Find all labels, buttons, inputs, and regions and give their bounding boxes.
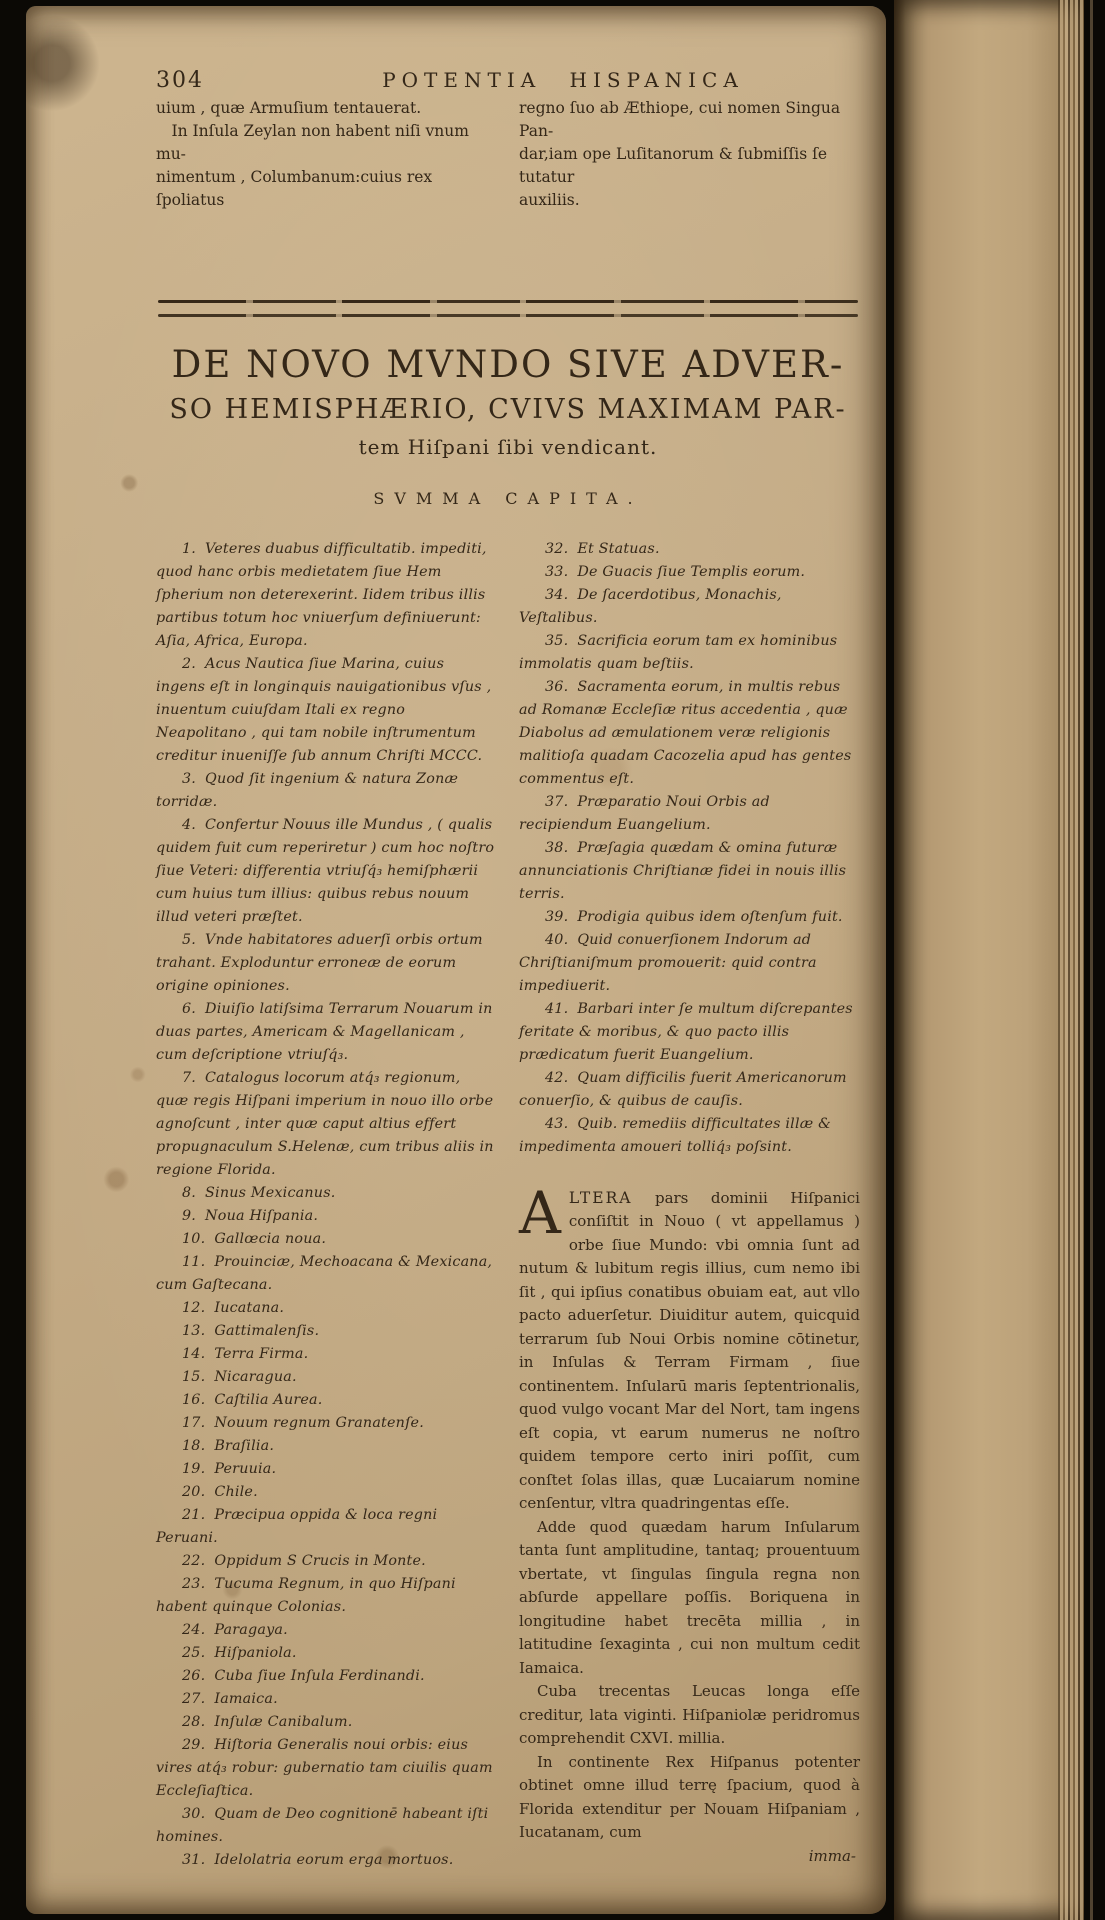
list-item: [156, 1297, 497, 1320]
item-number: 23.: [182, 1575, 206, 1592]
item-text: Catalogus locorum atq́₃ regionum, quæ regis Hiſpani imperium in nouo illo orbe agnoſcunt , inter quæ caput altius effert propugnaculum S.Helenæ, cum tribus aliis in regione Florida.: [156, 1069, 494, 1178]
intro-line: auxiliis.: [519, 191, 580, 209]
item-number: 37.: [545, 793, 569, 810]
section-title-line1: DE NOVO MVNDO SIVE ADVER-: [171, 342, 845, 386]
item-text: Tucuma Regnum, in quo Hiſpani habent quinque Colonias.: [156, 1575, 456, 1615]
item-text: Vnde habitatores aduerſi orbis ortum trahant. Exploduntur erroneæ de eorum origine opiniones.: [156, 931, 483, 994]
list-item: [156, 1412, 497, 1435]
list-item: [519, 676, 860, 791]
item-number: 35.: [545, 632, 569, 649]
item-text: Peruuia.: [214, 1460, 277, 1477]
running-title: POTENTIA HISPANICA: [382, 68, 744, 92]
item-number: 28.: [182, 1713, 206, 1730]
item-text: Præcipua oppida & loca regni Peruani.: [156, 1506, 438, 1546]
body-paragraph: In continente Rex Hiſpanus potenter obtinet omne illud terrę ſpacium, quod à Florida extenditur per Nouam Hiſpaniam , Iucatanam, cum: [519, 1752, 860, 1841]
item-number: 13.: [182, 1322, 206, 1339]
list-item: [519, 837, 860, 906]
chapter-list-left-column: [156, 538, 497, 1872]
summa-capita-heading: SVMMA CAPITA.: [373, 488, 643, 508]
paragraph-lead: LTERA: [568, 1188, 633, 1207]
list-item: [156, 1688, 497, 1711]
item-number: 22.: [182, 1552, 206, 1569]
item-number: 12.: [182, 1299, 206, 1316]
item-text: Et Statuas.: [577, 540, 660, 557]
list-item: [156, 1711, 497, 1734]
item-number: 29.: [182, 1736, 206, 1753]
page-header: [156, 68, 860, 93]
item-number: 32.: [545, 540, 569, 557]
list-item: [519, 584, 860, 630]
list-item: [519, 906, 860, 929]
list-item: [519, 929, 860, 998]
item-number: 7.: [182, 1069, 197, 1086]
item-number: 14.: [182, 1345, 206, 1362]
item-number: 20.: [182, 1483, 206, 1500]
intro-right-column: [519, 97, 860, 212]
list-item: [156, 1734, 497, 1803]
intro-text: [156, 97, 860, 212]
item-number: 30.: [182, 1805, 206, 1822]
list-item: [156, 653, 497, 768]
item-text: Prodigia quibus idem oſtenſum fuit.: [577, 908, 843, 925]
item-text: Præſagia quædam & omina futuræ annunciationis Chriſtianæ fidei in nouis illis terris.: [519, 839, 847, 902]
list-item: [156, 1642, 497, 1665]
item-text: Oppidum S Crucis in Monte.: [214, 1552, 426, 1569]
list-item: [519, 630, 860, 676]
item-number: 9.: [182, 1207, 197, 1224]
item-number: 18.: [182, 1437, 206, 1454]
item-number: 3.: [182, 770, 197, 787]
intro-line: uium , quæ Armuſium tentauerat.: [156, 99, 422, 117]
item-text: Cuba ſiue Inſula Ferdinandi.: [214, 1667, 425, 1684]
item-number: 40.: [545, 931, 569, 948]
body-paragraphs: [519, 1516, 860, 1845]
item-number: 43.: [545, 1115, 569, 1132]
item-text: Hiſpaniola.: [214, 1644, 297, 1661]
item-number: 8.: [182, 1184, 197, 1201]
item-text: Hiſtoria Generalis noui orbis: eius vires atq́₃ robur: gubernatio tam ciuilis quam Eccleſiaſtica.: [156, 1736, 493, 1799]
item-text: Chile.: [214, 1483, 258, 1500]
section-title-line3: tem Hiſpani ſibi vendicant.: [358, 434, 658, 459]
item-number: 21.: [182, 1506, 206, 1523]
item-number: 34.: [545, 586, 569, 603]
item-number: 15.: [182, 1368, 206, 1385]
item-number: 27.: [182, 1690, 206, 1707]
intro-line: dar,iam ope Luſitanorum & ſubmiſſis ſe tutatur: [519, 145, 832, 186]
item-text: Noua Hiſpania.: [205, 1207, 319, 1224]
list-item: [156, 1366, 497, 1389]
list-item: [156, 1067, 497, 1182]
item-text: Sacramenta eorum, in multis rebus ad Romanæ Eccleſiæ ritus accedentia , quæ Diabolus ad æmulationem veræ religionis malitioſa quadam Cacozelia apud has gentes commentus eſt.: [519, 678, 852, 787]
page-number: 304: [156, 68, 204, 93]
item-text: Diuiſio latiſsima Terrarum Nouarum in duas partes, Americam & Magellanicam , cum deſcriptione vtriuſq́₃.: [156, 1000, 493, 1063]
item-text: Barbari inter ſe multum diſcrepantes feritate & moribus, & quo pacto illis prædicatum fuerit Euangelium.: [519, 1000, 853, 1063]
item-text: Caſtilia Aurea.: [214, 1391, 323, 1408]
item-text: Confertur Nouus ille Mundus , ( qualis quidem fuit cum reperiretur ) cum hoc noſtro ſiue Veteri: differentia vtriuſq́₃ hemiſphærii cum huius tum illius: quibus rebus nouum illud veteri præſtet.: [156, 816, 495, 925]
item-number: 41.: [545, 1000, 569, 1017]
list-item: [156, 1251, 497, 1297]
left-page: [26, 6, 886, 1914]
right-column-items: [519, 538, 860, 1159]
list-item: [156, 929, 497, 998]
body-text: [519, 1178, 860, 1869]
item-number: 11.: [182, 1253, 206, 1270]
fore-edge-lines: [1058, 0, 1084, 1920]
item-number: 42.: [545, 1069, 569, 1086]
item-number: 6.: [182, 1000, 197, 1017]
list-item: [156, 1182, 497, 1205]
item-text: Paragaya.: [214, 1621, 288, 1638]
item-number: 31.: [182, 1851, 206, 1868]
list-item: [156, 1803, 497, 1849]
item-text: Idelolatria eorum erga mortuos.: [214, 1851, 454, 1868]
divider-rule-top: [158, 300, 858, 303]
item-number: 26.: [182, 1667, 206, 1684]
item-text: Iucatana.: [214, 1299, 285, 1316]
item-number: 24.: [182, 1621, 206, 1638]
item-text: De Guacis ſiue Templis eorum.: [577, 563, 806, 580]
item-number: 33.: [545, 563, 569, 580]
list-item: [519, 561, 860, 584]
body-paragraph: Cuba trecentas Leucas longa eſſe creditur, lata viginti. Hiſpaniolæ peridromus comprehendit CXVI. millia.: [519, 1682, 860, 1747]
item-text: Prouinciæ, Mechoacana & Mexicana, cum Gaſtecana.: [156, 1253, 493, 1293]
list-item: [156, 1573, 497, 1619]
item-text: Acus Nautica ſiue Marina, cuius ingens eſt in longinquis nauigationibus vſus , inuentum cuiuſdam Itali ex regno Neapolitano , qui tam nobile inſtrumentum creditur inueniſſe ſub annum Chriſti MCCC.: [156, 655, 492, 764]
item-text: Gattimalenſis.: [214, 1322, 320, 1339]
list-item: [156, 1389, 497, 1412]
list-item: [156, 538, 497, 653]
item-number: 16.: [182, 1391, 206, 1408]
page-content: [26, 6, 886, 1872]
item-number: 25.: [182, 1644, 206, 1661]
list-item: [156, 1205, 497, 1228]
list-item: [156, 814, 497, 929]
list-item: [156, 1343, 497, 1366]
item-text: Quam difficilis fuerit Americanorum conuerſio, & quibus de cauſis.: [519, 1069, 847, 1109]
body-paragraph: Adde quod quædam harum Inſularum tanta ſunt amplitudine, tantaq; prouentuum vbertate, vt ſingulas ſingula regna non abſurde appellare poſſis. Boriquena in longitudine habet trecēta millia , in latitudine ſexaginta , cui non multum cedit Iamaica.: [519, 1517, 860, 1677]
item-text: De ſacerdotibus, Monachis, Veſtalibus.: [519, 586, 782, 626]
intro-left-column: [156, 97, 497, 212]
item-text: Nicaragua.: [214, 1368, 297, 1385]
list-item: [519, 1113, 860, 1159]
chapter-list-right-column: [519, 538, 860, 1872]
list-item: [519, 791, 860, 837]
list-item: [519, 538, 860, 561]
list-item: [156, 1458, 497, 1481]
intro-line: regno ſuo ab Æthiope, cui nomen Singua Pan-: [519, 99, 846, 140]
item-number: 2.: [182, 655, 197, 672]
item-number: 10.: [182, 1230, 206, 1247]
list-item: [156, 1320, 497, 1343]
fore-edge-highlight: [1090, 0, 1093, 1920]
list-item: [519, 1067, 860, 1113]
item-number: 1.: [182, 540, 197, 557]
item-text: Sacrificia eorum tam ex hominibus immolatis quam beſtiis.: [519, 632, 838, 672]
list-item: [156, 1228, 497, 1251]
item-text: Quod ſit ingenium & natura Zonæ torridæ.: [156, 770, 459, 810]
chapter-list: [156, 538, 860, 1872]
item-text: Braſilia.: [214, 1437, 275, 1454]
item-text: Sinus Mexicanus.: [205, 1184, 336, 1201]
right-page-edge: [894, 0, 1084, 1920]
item-text: Inſulæ Canibalum.: [214, 1713, 353, 1730]
body-paragraph-first: [519, 1178, 860, 1516]
item-text: Præparatio Noui Orbis ad recipiendum Euangelium.: [519, 793, 770, 833]
list-item: [156, 1504, 497, 1550]
item-number: 39.: [545, 908, 569, 925]
item-number: 38.: [545, 839, 569, 856]
item-text: Gallœcia noua.: [214, 1230, 327, 1247]
catchword: imma-: [808, 1846, 856, 1865]
list-item: [156, 1665, 497, 1688]
list-item: [156, 1619, 497, 1642]
item-number: 5.: [182, 931, 197, 948]
section-title: [156, 343, 860, 459]
paragraph-text: pars dominii Hiſpanici conſiſtit in Nouo ( vt appellamus ) orbe ſiue Mundo: vbi omnia ſunt ad nutum & lubitum regis illius, cum nemo ibi ſit , qui ipſius conatibus obuiam eat, aut vllo pacto aduerſetur. Diuiditur autem, quicquid terrarum ſub Noui Orbis nomine cōtinetur, in Inſulas & Terram Firmam , ſiue continentem. Inſularū maris ſeptentrionalis, quod vulgo vocant Mar del Nort, tam ingens eſt copia, vt earum numerus ne noſtro quidem tempore certo iniri poſſit, cum conſtet ſolas illas, quæ Lucaiarum nomine cenſentur, vltra quadringentas eſſe.: [519, 1188, 860, 1512]
item-text: Terra Firma.: [214, 1345, 309, 1362]
list-item: [156, 998, 497, 1067]
section-title-line2: SO HEMISPHÆRIO, CVIVS MAXIMAM PAR-: [169, 393, 847, 425]
item-text: Quam de Deo cognitionē habeant iſti homines.: [156, 1805, 489, 1845]
list-item: [156, 1435, 497, 1458]
item-number: 36.: [545, 678, 569, 695]
item-text: Quib. remediis difficultates illæ & impedimenta amoueri tolliq́₃ poſsint.: [519, 1115, 832, 1155]
item-text: Iamaica.: [214, 1690, 278, 1707]
list-item: [519, 998, 860, 1067]
item-text: Quid conuerſionem Indorum ad Chriſtianiſmum promouerit: quid contra impediuerit.: [519, 931, 817, 994]
item-number: 19.: [182, 1460, 206, 1477]
list-item: [156, 1550, 497, 1573]
list-item: [156, 768, 497, 814]
item-text: Nouum regnum Granatenſe.: [214, 1414, 424, 1431]
drop-cap: A: [519, 1178, 561, 1247]
intro-line: nimentum , Columbanum:cuius rex ſpoliatus: [156, 168, 438, 209]
list-item: [156, 1481, 497, 1504]
divider-rule-bottom: [158, 314, 858, 317]
intro-line: In Inſula Zeylan non habent niſi vnum mu-: [156, 122, 474, 163]
item-number: 4.: [182, 816, 197, 833]
item-text: Veteres duabus difficultatib. impediti, quod hanc orbis medietatem ſiue Hem ſpherium non deterexerint. Iidem tribus illis partibus totum hoc vniuerſum definiuerunt: Aſia, Africa, Europa.: [156, 540, 487, 649]
list-item: [156, 1849, 497, 1872]
item-number: 17.: [182, 1414, 206, 1431]
